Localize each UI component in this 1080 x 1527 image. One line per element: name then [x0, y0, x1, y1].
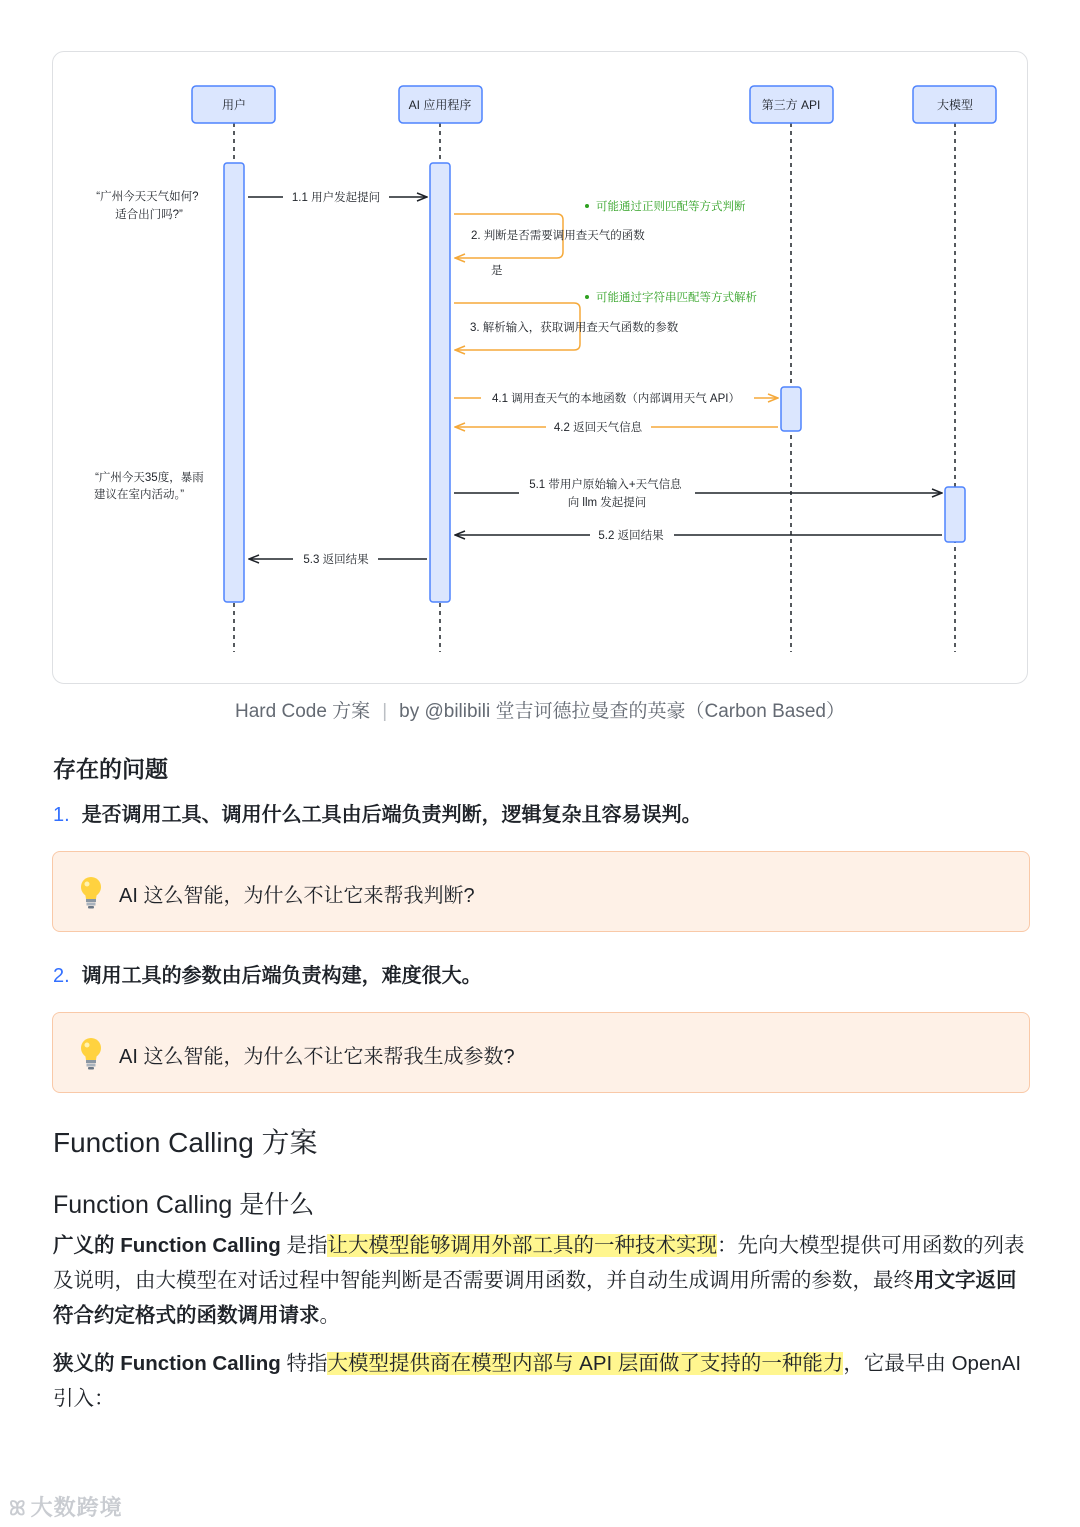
caption-separator: | — [382, 701, 388, 722]
caption-title: Hard Code 方案 — [235, 701, 371, 722]
highlight: 让大模型能够调用外部工具的一种技术实现 — [327, 1234, 717, 1257]
activation-third-party-api — [781, 387, 801, 431]
message-1-1: 1.1 用户发起提问 — [291, 192, 381, 204]
fc-paragraph-broad: 广义的 Function Calling 是指让大模型能够调用外部工具的一种技术实现：先向大模型提供可用函数的列表及说明，由大模型在对话过程中智能判断是否需要调用函数，并自动生成调用所需的参数，最终用文字返回符合约定格式的函数调用请求。 — [53, 1234, 1025, 1327]
callout-text: AI 这么智能，为什么不让它来帮我判断? — [119, 885, 475, 907]
actor-ai-app — [399, 86, 482, 123]
caption-credit: by @bilibili 堂吉诃德拉曼查的英豪（Carbon Based） — [399, 701, 845, 722]
message-2-reply: 是 — [491, 265, 503, 277]
message-4-2: 4.2 返回天气信息 — [553, 422, 643, 434]
callout-2 — [52, 1012, 1030, 1093]
issue-number: 2. — [53, 965, 70, 987]
actor-user — [192, 86, 275, 123]
sequence-diagram-card — [52, 51, 1028, 684]
message-5-3: 5.3 返回结果 — [303, 554, 369, 566]
highlight: 大模型提供商在模型内部与 API 层面做了支持的一种能力 — [327, 1352, 844, 1375]
fc-heading: Function Calling 方案 — [53, 1127, 318, 1158]
watermark-logo-icon: ꕤ — [9, 1498, 27, 1520]
message-3: 3. 解析输入，获取调用查天气函数的参数 — [470, 322, 679, 334]
activation-ai-app — [430, 163, 450, 602]
term-broad: 广义的 Function Calling — [53, 1234, 281, 1257]
issue-text: 是否调用工具、调用什么工具由后端负责判断，逻辑复杂且容易误判。 — [81, 804, 702, 826]
issue-text: 调用工具的参数由后端负责构建，难度很大。 — [81, 965, 482, 987]
issue-item-1 — [53, 798, 702, 827]
lightbulb-icon — [77, 875, 105, 911]
sequence-diagram — [53, 52, 1029, 685]
actor-third-party-api — [750, 86, 833, 123]
actor-llm — [913, 86, 996, 123]
message-5-2: 5.2 返回结果 — [598, 530, 664, 542]
user-answer-note: “广州今天35度，暴雨 建议在室内活动。” — [93, 472, 204, 501]
svg-text:用户: 用户 — [221, 98, 247, 112]
figure-caption — [0, 696, 1080, 723]
svg-text:AI 应用程序: AI 应用程序 — [408, 98, 472, 112]
activation-user — [224, 163, 244, 602]
fc-subheading: Function Calling 是什么 — [53, 1191, 315, 1219]
issues-heading: 存在的问题 — [53, 756, 168, 782]
note-string-match: 可能通过字符串匹配等方式解析 — [596, 292, 757, 304]
message-2: 2. 判断是否需要调用查天气的函数 — [471, 230, 645, 242]
issue-number: 1. — [53, 804, 70, 826]
activation-llm — [945, 487, 965, 542]
lightbulb-icon — [77, 1036, 105, 1072]
svg-text:第三方 API: 第三方 API — [761, 98, 821, 112]
fc-paragraph-narrow: 狭义的 Function Calling 特指大模型提供商在模型内部与 API 层面做了支持的一种能力，它最早由 OpenAI 引入： — [53, 1352, 1022, 1410]
message-4-1: 4.1 调用查天气的本地函数（内部调用天气 API） — [492, 393, 740, 405]
watermark — [9, 1491, 123, 1522]
issue-item-2 — [53, 959, 482, 988]
message-5-1: 5.1 带用户原始输入+天气信息 向 llm 发起提问 — [529, 479, 682, 509]
callout-1 — [52, 851, 1030, 932]
watermark-text: 大数跨境 — [30, 1495, 123, 1520]
callout-text: AI 这么智能，为什么不让它来帮我生成参数? — [119, 1046, 515, 1068]
user-question-note: “广州今天天气如何? 适合出门吗?” — [96, 191, 199, 221]
term-narrow: 狭义的 Function Calling — [53, 1352, 281, 1375]
svg-text:大模型: 大模型 — [936, 98, 974, 112]
note-regex: 可能通过正则匹配等方式判断 — [596, 201, 746, 213]
